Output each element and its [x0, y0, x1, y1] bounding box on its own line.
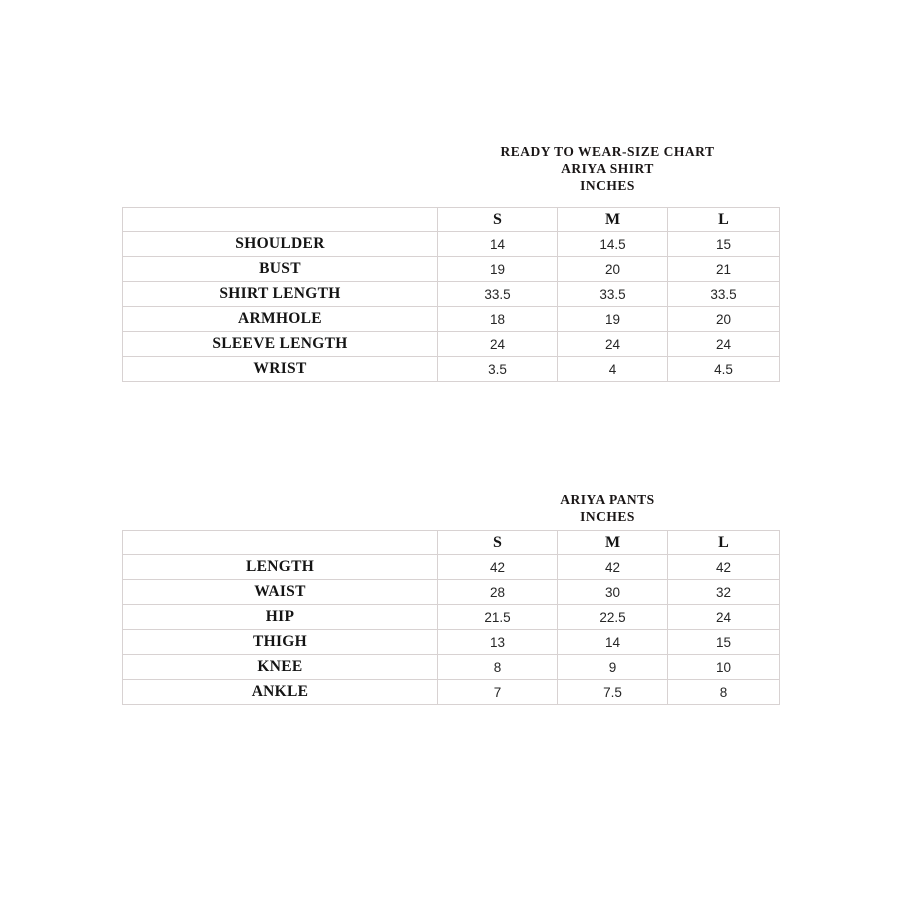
measurement-row — [123, 357, 780, 382]
measurement-label: BUST — [123, 257, 438, 282]
pants-unit-label: INCHES — [580, 509, 635, 524]
measurement-value: 8 — [668, 680, 780, 705]
measurement-value: 4 — [558, 357, 668, 382]
size-header-row — [123, 531, 780, 555]
measurement-value: 4.5 — [668, 357, 780, 382]
measurement-value: 33.5 — [438, 282, 558, 307]
measurement-value: 22.5 — [558, 605, 668, 630]
measurement-row — [123, 605, 780, 630]
measurement-value: 9 — [558, 655, 668, 680]
measurement-row — [123, 257, 780, 282]
shirt-size-table — [122, 207, 780, 382]
measurement-value: 15 — [668, 630, 780, 655]
measurement-value: 19 — [558, 307, 668, 332]
measurement-label: SHIRT LENGTH — [123, 282, 438, 307]
measurement-value: 20 — [558, 257, 668, 282]
pants-size-table — [122, 530, 780, 705]
measurement-row — [123, 282, 780, 307]
measurement-value: 8 — [438, 655, 558, 680]
measurement-value: 24 — [668, 332, 780, 357]
corner-cell — [123, 531, 438, 555]
measurement-value: 33.5 — [668, 282, 780, 307]
measurement-value: 13 — [438, 630, 558, 655]
measurement-value: 3.5 — [438, 357, 558, 382]
chart-main-title: READY TO WEAR-SIZE CHART — [500, 144, 715, 159]
measurement-label: WAIST — [123, 580, 438, 605]
measurement-label: KNEE — [123, 655, 438, 680]
measurement-value: 42 — [438, 555, 558, 580]
measurement-label: THIGH — [123, 630, 438, 655]
measurement-value: 15 — [668, 232, 780, 257]
measurement-value: 42 — [558, 555, 668, 580]
measurement-row — [123, 655, 780, 680]
measurement-value: 24 — [558, 332, 668, 357]
measurement-row — [123, 630, 780, 655]
size-column-header: L — [668, 531, 780, 555]
measurement-value: 21 — [668, 257, 780, 282]
size-header-row — [123, 208, 780, 232]
measurement-label: WRIST — [123, 357, 438, 382]
measurement-value: 42 — [668, 555, 780, 580]
measurement-value: 33.5 — [558, 282, 668, 307]
measurement-label: SHOULDER — [123, 232, 438, 257]
corner-cell — [123, 208, 438, 232]
measurement-label: LENGTH — [123, 555, 438, 580]
size-column-header: L — [668, 208, 780, 232]
measurement-value: 14.5 — [558, 232, 668, 257]
measurement-row — [123, 307, 780, 332]
measurement-value: 24 — [668, 605, 780, 630]
measurement-value: 32 — [668, 580, 780, 605]
size-column-header: S — [438, 208, 558, 232]
measurement-value: 14 — [558, 630, 668, 655]
measurement-label: ANKLE — [123, 680, 438, 705]
measurement-row — [123, 332, 780, 357]
measurement-label: ARMHOLE — [123, 307, 438, 332]
measurement-value: 7 — [438, 680, 558, 705]
measurement-value: 10 — [668, 655, 780, 680]
shirt-title: ARIYA SHIRT — [561, 161, 654, 176]
pants-section-heading — [437, 491, 778, 525]
measurement-row — [123, 680, 780, 705]
measurement-label: HIP — [123, 605, 438, 630]
measurement-value: 28 — [438, 580, 558, 605]
pants-title: ARIYA PANTS — [560, 492, 655, 507]
measurement-value: 20 — [668, 307, 780, 332]
measurement-row — [123, 580, 780, 605]
size-column-header: M — [558, 208, 668, 232]
measurement-value: 14 — [438, 232, 558, 257]
size-column-header: S — [438, 531, 558, 555]
measurement-value: 21.5 — [438, 605, 558, 630]
measurement-label: SLEEVE LENGTH — [123, 332, 438, 357]
measurement-value: 19 — [438, 257, 558, 282]
measurement-row — [123, 232, 780, 257]
measurement-row — [123, 555, 780, 580]
measurement-value: 24 — [438, 332, 558, 357]
measurement-value: 30 — [558, 580, 668, 605]
shirt-unit-label: INCHES — [580, 178, 635, 193]
measurement-value: 18 — [438, 307, 558, 332]
size-column-header: M — [558, 531, 668, 555]
shirt-section-heading — [437, 143, 778, 194]
measurement-value: 7.5 — [558, 680, 668, 705]
